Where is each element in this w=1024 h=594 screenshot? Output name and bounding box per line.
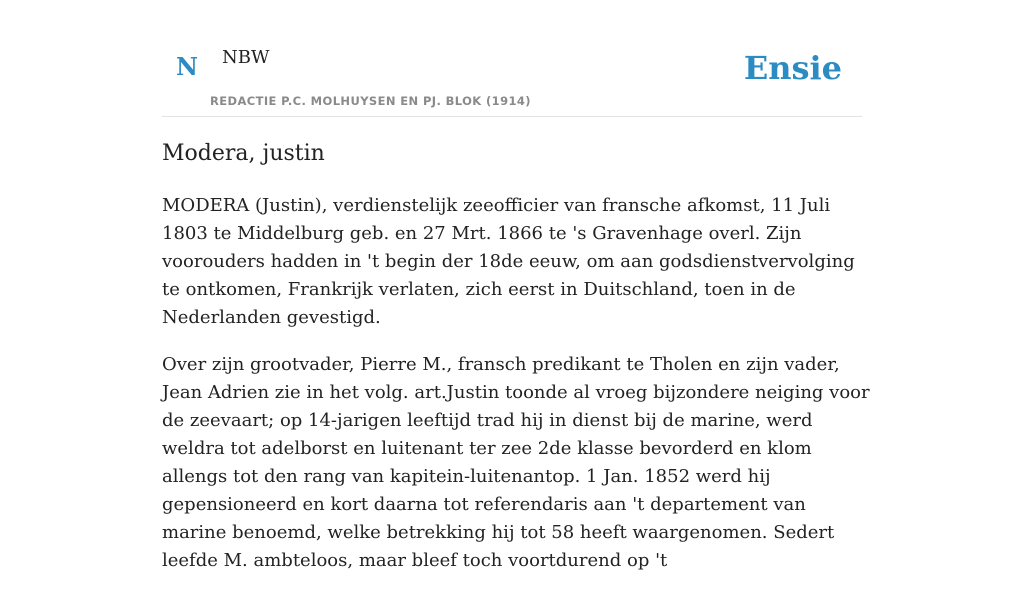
- source-logo[interactable]: N: [176, 52, 198, 81]
- article-paragraph: MODERA (Justin), verdienstelijk zeeofficier van fransche afkomst, 11 Juli 1803 te Middelburg geb. en 27 Mrt. 1866 te 's Gravenhage overl. Zijn voorouders hadden in 't begin der 18de eeuw, om aan godsdienstvervolging te ontkomen, Frankrijk verlaten, zich eerst in Duitschland, toen in de Nederlanden gevestigd.: [162, 195, 855, 328]
- source-header: [162, 40, 862, 117]
- article-title: Modera, justin: [162, 141, 325, 166]
- article-body: [162, 192, 872, 594]
- brand-logo-link[interactable]: Ensie: [743, 49, 842, 87]
- source-subtitle: REDACTIE P.C. MOLHUYSEN EN PJ. BLOK (1914): [210, 94, 531, 108]
- source-name-link[interactable]: NBW: [222, 47, 270, 68]
- article-paragraph: Over zijn grootvader, Pierre M., fransch predikant te Tholen en zijn vader, Jean Adrien zie in het volg. art.Justin toonde al vroeg bijzondere neiging voor de zeevaart; op 14-jarigen leeftijd trad hij in dienst bij de marine, werd weldra tot adelborst en luitenant ter zee 2de klasse bevorderd en klom allengs tot den rang van kapitein-luitenantop. 1 Jan. 1852 werd hij gepensioneerd en kort daarna tot referendaris aan 't departement van marine benoemd, welke betrekking hij tot 58 heeft waargenomen. Sedert leefde M. ambteloos, maar bleef toch voortdurend op 't: [162, 354, 870, 571]
